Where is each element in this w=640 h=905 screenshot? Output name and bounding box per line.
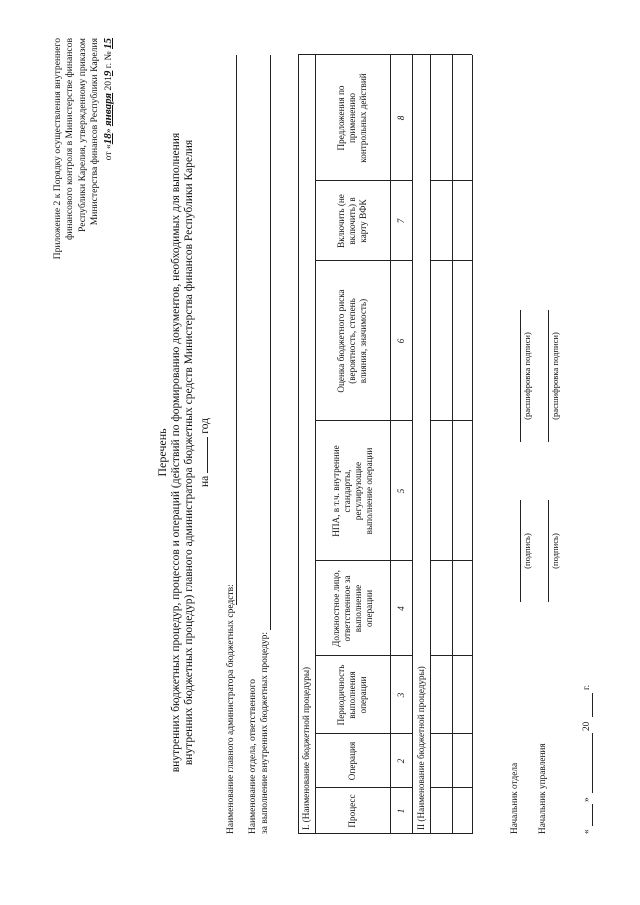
admin-name-label: Наименование главного администратора бюджетных средств: xyxy=(226,584,236,834)
order-day: 18 xyxy=(101,133,114,145)
col-header-include: Включить (не включить) в карту ВФК xyxy=(336,194,368,248)
head-dept-name-line xyxy=(520,310,521,442)
order-year-digit: 9 xyxy=(101,70,114,77)
header-line-4: Министерства финансов Республики Карелия xyxy=(89,38,101,226)
procedures-table xyxy=(298,55,472,834)
col-number-7: 7 xyxy=(396,218,406,224)
order-year-suffix: г. № xyxy=(102,49,114,71)
row-line-3 xyxy=(412,55,413,834)
col-divider-6b xyxy=(430,260,472,261)
title-line-2: внутренних бюджетных процедур) главного администратора бюджетных средств Министерства финансов Республики Карелия xyxy=(183,139,195,766)
table-border-bottom xyxy=(472,55,473,834)
date-g: г. xyxy=(582,684,592,690)
year-blank xyxy=(197,437,208,473)
col-number-1: 1 xyxy=(396,808,406,814)
order-prefix: от « xyxy=(102,144,114,161)
row-line-4 xyxy=(430,55,431,834)
col-header-proposals: Предложения по применению контрольных действий xyxy=(336,73,368,163)
date-year-line xyxy=(592,693,593,717)
col-number-6: 6 xyxy=(396,338,406,344)
date-open: « xyxy=(582,829,592,834)
col-number-4: 4 xyxy=(396,606,406,611)
title-line-1: внутренних бюджетных процедур, процессов и операций (действий по формированию документов, необходимых для выполнения xyxy=(169,132,182,773)
head-dept-sign-caption: (подпись) xyxy=(522,533,532,569)
col-divider-2b xyxy=(430,733,472,734)
head-dept-name-caption: (расшифровка подписи) xyxy=(522,332,532,420)
admin-name-underline xyxy=(236,55,237,605)
header-line-3: Республики Карелия, утвержденному приказом xyxy=(76,38,88,232)
head-dept-label: Начальник отдела xyxy=(510,762,520,834)
date-close: » xyxy=(582,797,592,802)
col-header-npa: НПА, в т.ч. внутренние стандарты, регулирующие выполнение операции xyxy=(330,445,374,537)
col-divider-4b xyxy=(430,560,472,561)
head-admin-sign-line xyxy=(548,500,549,602)
order-number: 15 xyxy=(101,38,114,49)
head-admin-sign-caption: (подпись) xyxy=(550,533,560,569)
col-divider-1b xyxy=(430,787,472,788)
col-header-process: Процесс xyxy=(347,794,357,828)
col-header-periodicity: Периодичность выполнения операции xyxy=(336,664,368,726)
col-number-8: 8 xyxy=(396,115,406,121)
col-header-risk: Оценка бюджетного риска (вероятность, степень влияния, значимость) xyxy=(336,289,368,393)
header-line-2: финансового контроля в Министерстве финансов xyxy=(64,38,76,240)
col-divider-5b xyxy=(430,420,472,421)
dept-label-line-2: за выполнение внутренних бюджетных процедур: xyxy=(260,631,270,834)
title-heading: Перечень xyxy=(155,428,169,477)
head-dept-sign-line xyxy=(520,500,521,602)
header-line-1: Приложение 2 к Порядку осуществления внутреннего xyxy=(52,38,63,260)
title-na: на xyxy=(198,475,211,487)
title-god: год xyxy=(198,418,211,434)
document-title xyxy=(156,0,212,905)
dept-underline xyxy=(270,55,271,630)
section-2-label: II (Наименование бюджетной процедуры) xyxy=(416,666,426,830)
dept-label-line-1: Наименование отдела, ответственного xyxy=(248,678,258,834)
appendix-header xyxy=(52,38,115,358)
col-number-3: 3 xyxy=(396,692,406,698)
order-month: января xyxy=(101,92,114,127)
head-admin-name-line xyxy=(548,310,549,442)
date-day-line xyxy=(592,804,593,826)
col-number-5: 5 xyxy=(396,488,406,494)
date-year-prefix: 20 xyxy=(582,721,592,731)
col-number-2: 2 xyxy=(396,758,406,764)
date-month-line xyxy=(592,733,593,793)
col-header-operation: Операция xyxy=(347,741,357,781)
order-date-line xyxy=(102,38,115,358)
row-line-5 xyxy=(452,55,453,834)
col-divider-3b xyxy=(430,655,472,656)
col-header-responsible: Должностное лицо, ответственное за выполнение операции xyxy=(330,570,374,647)
order-year-prefix: 201 xyxy=(102,76,114,93)
order-mid: » xyxy=(102,126,114,134)
section-1-label: I. (Наименование бюджетной процедуры) xyxy=(301,666,311,830)
col-divider-7b xyxy=(430,180,472,181)
title-year-line xyxy=(197,0,213,905)
table-border-top xyxy=(298,55,299,834)
head-admin-name-caption: (расшифровка подписи) xyxy=(550,332,560,420)
head-admin-label: Начальник управления xyxy=(538,743,548,834)
